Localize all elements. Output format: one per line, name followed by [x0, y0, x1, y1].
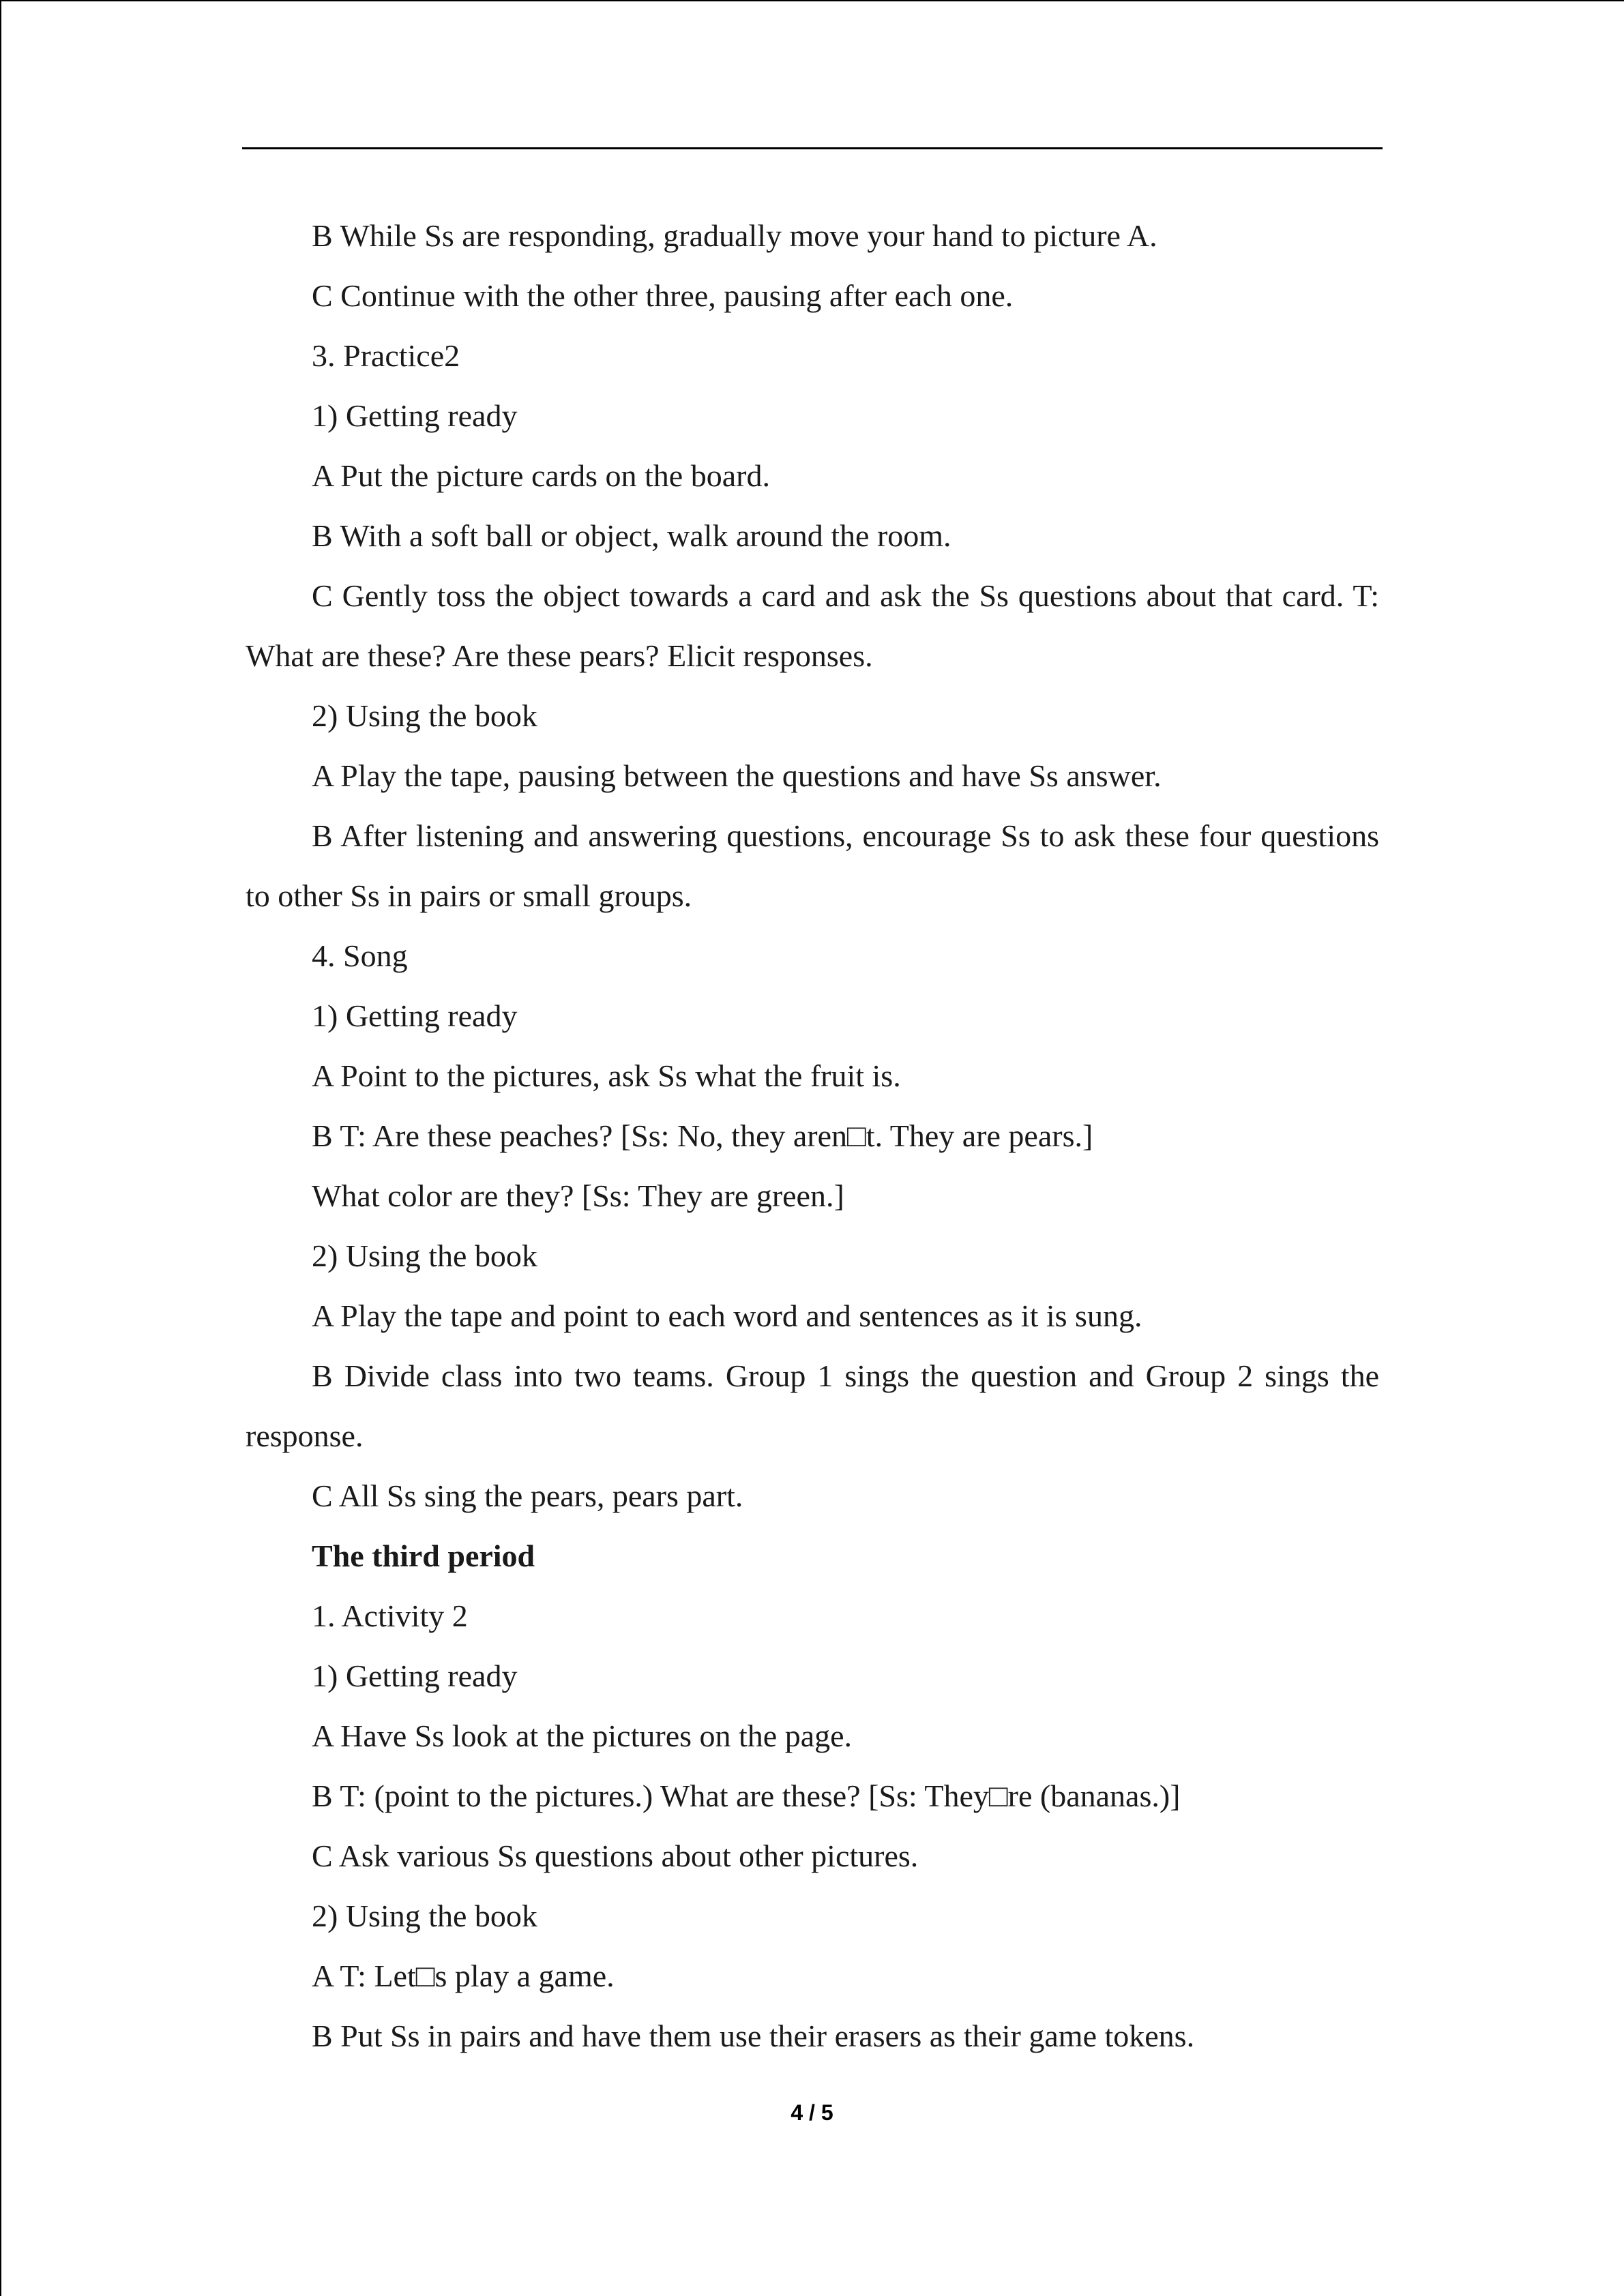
paragraph: A T: Let□s play a game.: [312, 1958, 615, 1993]
paragraph: B Put Ss in pairs and have them use their erasers as their game tokens.: [312, 2018, 1195, 2053]
paragraph: A Put the picture cards on the board.: [312, 458, 770, 493]
header-rule: [242, 147, 1383, 149]
paragraph: B While Ss are responding, gradually move your hand to picture A.: [312, 218, 1157, 253]
page-number: 4 / 5: [791, 2100, 833, 2125]
paragraph: 2) Using the book: [312, 1898, 537, 1933]
paragraph: 3. Practice2: [312, 338, 460, 373]
paragraph: What color are they? [Ss: They are green.]: [312, 1178, 844, 1213]
paragraph: 1) Getting ready: [312, 1658, 518, 1693]
paragraph: 2) Using the book: [312, 698, 537, 733]
document-body: [246, 206, 1379, 2066]
paragraph: 4. Song: [312, 938, 408, 973]
paragraph: C All Ss sing the pears, pears part.: [312, 1478, 743, 1513]
paragraph: 1) Getting ready: [312, 998, 518, 1033]
paragraph: B T: Are these peaches? [Ss: No, they aren□t. They are pears.]: [312, 1118, 1093, 1153]
paragraph: 2) Using the book: [312, 1238, 537, 1273]
paragraph: C Gently toss the object towards a card and ask the Ss questions about that card. T: What are these? Are these pears? Elicit responses.: [246, 578, 1379, 673]
paragraph: A Play the tape, pausing between the questions and have Ss answer.: [312, 758, 1162, 793]
paragraph: A Point to the pictures, ask Ss what the fruit is.: [312, 1058, 901, 1093]
paragraph: A Have Ss look at the pictures on the page.: [312, 1718, 853, 1753]
paragraph: B After listening and answering questions, encourage Ss to ask these four questions to other Ss in pairs or small groups.: [246, 818, 1379, 913]
paragraph: 1) Getting ready: [312, 398, 518, 433]
paragraph: A Play the tape and point to each word and sentences as it is sung.: [312, 1298, 1142, 1333]
section-heading: The third period: [312, 1538, 535, 1573]
paragraph: B Divide class into two teams. Group 1 sings the question and Group 2 sings the response.: [246, 1358, 1379, 1453]
paragraph: B T: (point to the pictures.) What are these? [Ss: They□re (bananas.)]: [312, 1778, 1181, 1813]
paragraph: B With a soft ball or object, walk around the room.: [312, 518, 951, 553]
paragraph: C Ask various Ss questions about other pictures.: [312, 1838, 919, 1873]
paragraph: 1. Activity 2: [312, 1598, 468, 1633]
paragraph: C Continue with the other three, pausing after each one.: [312, 278, 1014, 313]
